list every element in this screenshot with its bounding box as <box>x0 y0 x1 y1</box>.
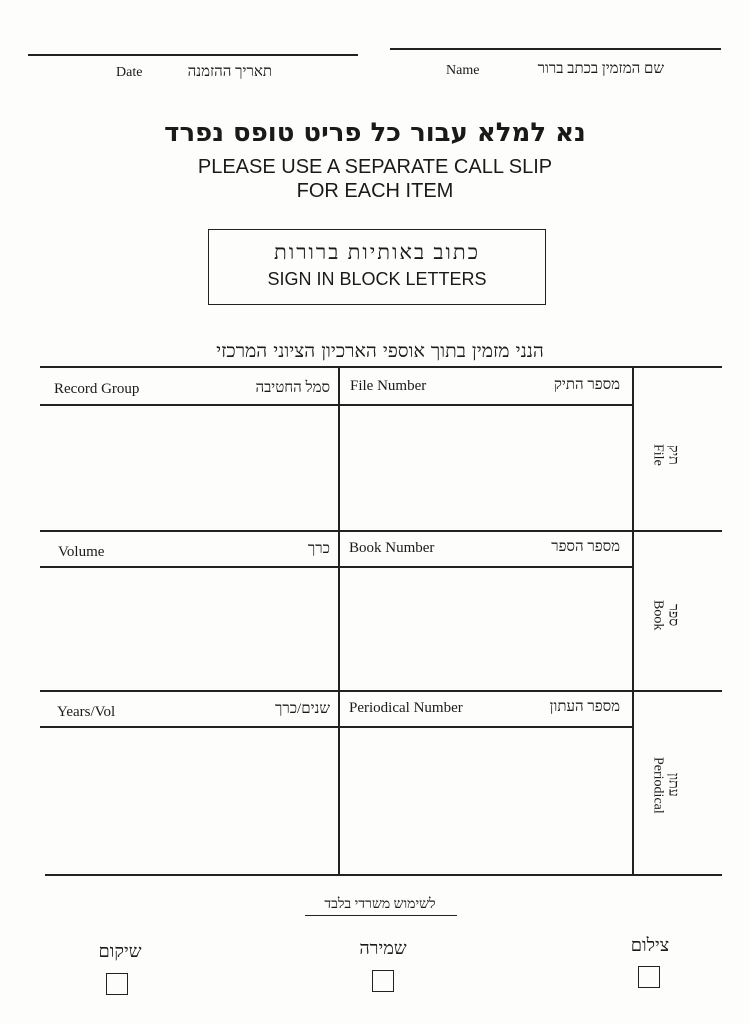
order-statement: הנני מזמין בתוך אוספי הארכיון הציוני המרכזי <box>216 340 544 362</box>
column-divider-right <box>632 366 634 874</box>
column-divider-middle <box>338 366 340 874</box>
record-group-label: Record Group <box>54 381 140 397</box>
book-number-label-hebrew: מספר הספר <box>551 539 620 555</box>
volume-label: Volume <box>58 544 105 560</box>
date-underline <box>28 54 358 56</box>
side-label-file: תיק File <box>650 444 681 466</box>
periodical-number-field[interactable] <box>341 728 630 872</box>
block-letters-hebrew: כתוב באותיות ברורות <box>274 240 480 264</box>
name-underline <box>390 48 721 50</box>
office-use-label: לשימוש משרדי בלבד <box>324 897 436 912</box>
checkbox-label-restoration: שיקום <box>98 941 142 961</box>
checkbox-label-photocopy: צילום <box>630 935 670 955</box>
years-vol-label-hebrew: שנים/כרך <box>274 701 330 717</box>
name-label: Name <box>446 63 480 78</box>
record-group-field[interactable] <box>42 406 336 528</box>
book-number-label: Book Number <box>349 540 435 556</box>
periodical-number-label: Periodical Number <box>349 700 463 716</box>
section-separator-1 <box>40 530 722 532</box>
years-vol-label: Years/Vol <box>57 704 116 720</box>
date-label-hebrew: תאריך ההזמנה <box>187 64 272 80</box>
checkbox-restoration[interactable] <box>106 973 128 995</box>
title-english-line1: PLEASE USE A SEPARATE CALL SLIP <box>197 156 553 178</box>
record-group-label-hebrew: סמל החטיבה <box>255 380 330 396</box>
book-number-field[interactable] <box>341 568 630 688</box>
checkbox-label-storage: שמירה <box>359 938 407 958</box>
table-bottom-border <box>45 874 722 876</box>
file-number-label-hebrew: מספר התיק <box>553 377 620 393</box>
title-hebrew: נא למלא עבור כל פריט טופס נפרד <box>164 118 586 148</box>
name-label-hebrew: שם המזמין בכתב ברור <box>537 61 664 77</box>
file-number-label: File Number <box>350 378 427 394</box>
years-vol-field[interactable] <box>42 728 336 872</box>
checkbox-storage[interactable] <box>372 970 394 992</box>
block-letters-english: SIGN IN BLOCK LETTERS <box>267 269 487 289</box>
side-label-book: ספר Book <box>650 599 681 631</box>
volume-field[interactable] <box>42 568 336 688</box>
volume-label-hebrew: כרך <box>307 541 330 557</box>
file-number-field[interactable] <box>341 406 630 528</box>
title-english-line2: FOR EACH ITEM <box>296 180 454 202</box>
checkbox-photocopy[interactable] <box>638 966 660 988</box>
periodical-number-label-hebrew: מספר העתון <box>549 699 620 715</box>
side-label-periodical: עתון Periodical <box>650 756 681 814</box>
date-label: Date <box>116 65 143 80</box>
office-use-underline <box>305 915 457 916</box>
table-top-border <box>40 366 722 368</box>
section-separator-2 <box>40 690 722 692</box>
